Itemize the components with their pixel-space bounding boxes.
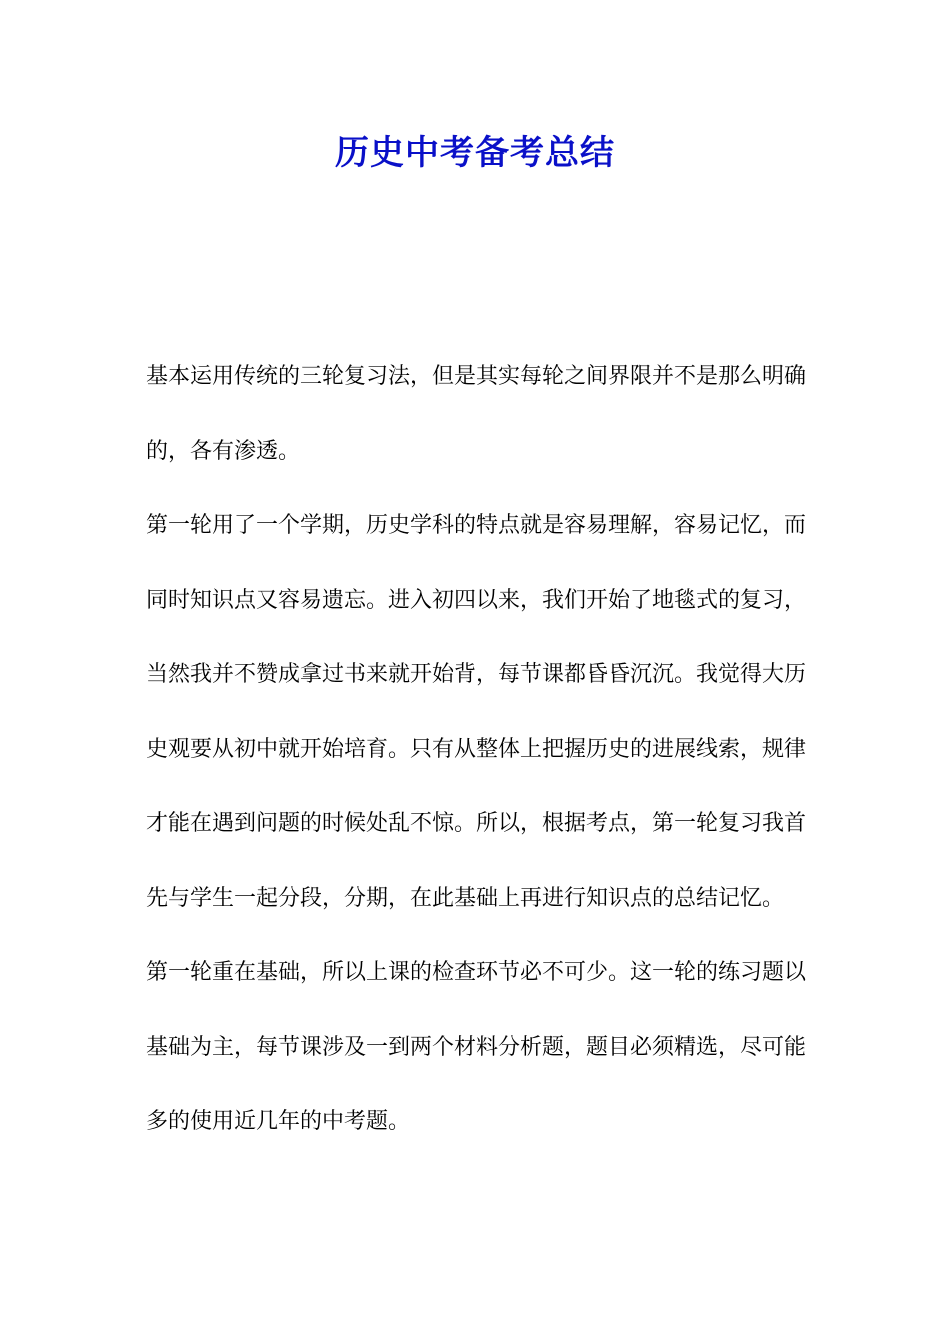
- paragraph-3: 第一轮重在基础，所以上课的检查环节必不可少。这一轮的练习题以基础为主，每节课涉及一到两个材料分析题，题目必须精选，尽可能多的使用近几年的中考题。: [146, 960, 807, 1134]
- paragraph-1: 基本运用传统的三轮复习法，但是其实每轮之间界限并不是那么明确的，各有渗透。: [146, 364, 807, 464]
- document-title: 历史中考备考总结: [335, 133, 615, 173]
- document-body: [146, 340, 806, 1160]
- paragraph-2: 第一轮用了一个学期，历史学科的特点就是容易理解，容易记忆，而同时知识点又容易遗忘。进入初四以来，我们开始了地毯式的复习，当然我并不赞成拿过书来就开始背，每节课都昏昏沉沉。我觉得大历史观要从初中就开始培育。只有从整体上把握历史的进展线索，规律才能在遇到问题的时候处乱不惊。所以，根据考点，第一轮复习我首先与学生一起分段，分期，在此基础上再进行知识点的总结记忆。: [146, 513, 807, 911]
